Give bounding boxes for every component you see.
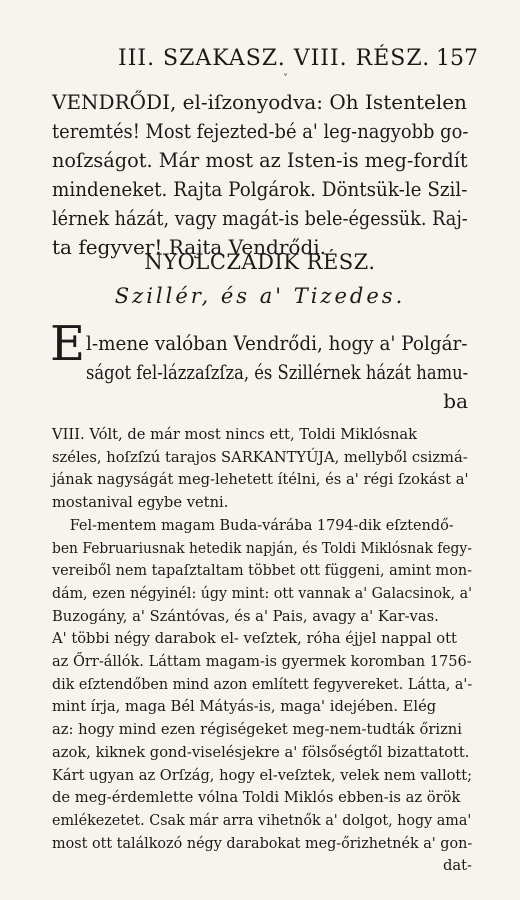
footnote-line: azok, kiknek gond-viselésjekre a' fölsőségtől bizattatott.: [52, 743, 470, 761]
footnote-line: vereiből nem tapaſztaltam többet ott függeni, amint mon-: [52, 562, 472, 580]
text-line: teremtés! Most fejezted-bé a' leg-nagyobb go-: [52, 119, 469, 143]
printer-mark: ˇ: [283, 74, 288, 85]
opening-paragraph: [86, 329, 468, 416]
footnote-line: dik eſztendőben mind azon említett fegyvereket. Látta, a'-: [52, 675, 473, 693]
running-head: III. SZAKASZ. VIII. RÉSZ.: [118, 46, 431, 71]
footnote-line: ben Februariusnak hetedik napján, és Toldi Miklósnak fegy-: [52, 539, 472, 557]
footnote-line: mint írja, maga Bél Mátyás-is, maga' idejében. Elég: [52, 698, 437, 716]
chapter-title: NYOLCZADIK RÉSZ.: [144, 250, 376, 274]
footnote-line: most ott találkozó négy darabokat meg-őrizhetnék a' gon-: [52, 834, 473, 852]
footnote-line: az Őrr-állók. Láttam magam-is gyermek koromban 1756-: [52, 653, 472, 671]
footnote-line: A' többi négy darabok el- veſztek, róha éjjel nappal ott: [52, 630, 457, 648]
footnote-line: Fel-mentem magam Buda-várába 1794-dik eſztendő-: [69, 516, 454, 534]
drop-cap: E: [50, 316, 86, 372]
footnote-line: emlékezetet. Csak már arra vihetnők a' dolgot, hogy ama': [52, 811, 472, 829]
footnote-line: mostanival egybe vetni.: [52, 494, 229, 512]
footnote-line: széles, hoſzſzú tarajos SARKANTYÚJA, mellyből csizmá-: [52, 448, 468, 466]
page-number: 157: [436, 46, 478, 71]
text-line: VENDRŐDI, el-iſzonyodva: Oh Istentelen: [52, 90, 467, 114]
footnote-line: Kárt ugyan az Orſzág, hogy el-veſztek, velek nem vallott;: [52, 766, 473, 784]
text-line: ságot fel-lázzaſzſza, és Szillérnek házát hamu-: [86, 360, 469, 384]
footnote-line: jának nagyságát meg-lehetett ítélni, és a' régi ſzokást a': [52, 471, 469, 489]
footnote-line: Buzogány, a' Szántóvas, és a' Pais, avagy a' Kar-vas.: [52, 607, 439, 625]
text-line: mindeneket. Rajta Polgárok. Döntsük-le Szil-: [52, 177, 468, 201]
footnote-line: VIII. Vólt, de már most nincs ett, Toldi Miklósnak: [52, 426, 418, 443]
footnote-line: de meg-érdemlette vólna Toldi Miklós ebben-is az örök: [52, 789, 461, 807]
text-line: noſzságot. Már most az Isten-is meg-fordít: [52, 148, 468, 172]
text-line: l-mene valóban Vendrődi, hogy a' Polgár-: [86, 331, 468, 355]
text-line: lérnek házát, vagy magát-is bele-égessük. Raj-: [52, 206, 468, 230]
text-line: ba: [443, 389, 468, 413]
text-line: ta fegyver! Rajta Vendrődi.: [52, 235, 326, 259]
page-header: [0, 46, 520, 85]
footnote-line: dat-: [442, 857, 472, 875]
footnote-line: az: hogy mind ezen régiségeket meg-nem-tudták őrizni: [52, 721, 462, 739]
chapter-subtitle: Szillér, és a' Tizedes.: [114, 284, 406, 308]
footnote-block: [52, 424, 472, 878]
footnote-line: dám, ezen négyinél: úgy mint: ott vannak a' Galacsinok, a': [52, 584, 473, 602]
intro-paragraph: [52, 88, 468, 262]
